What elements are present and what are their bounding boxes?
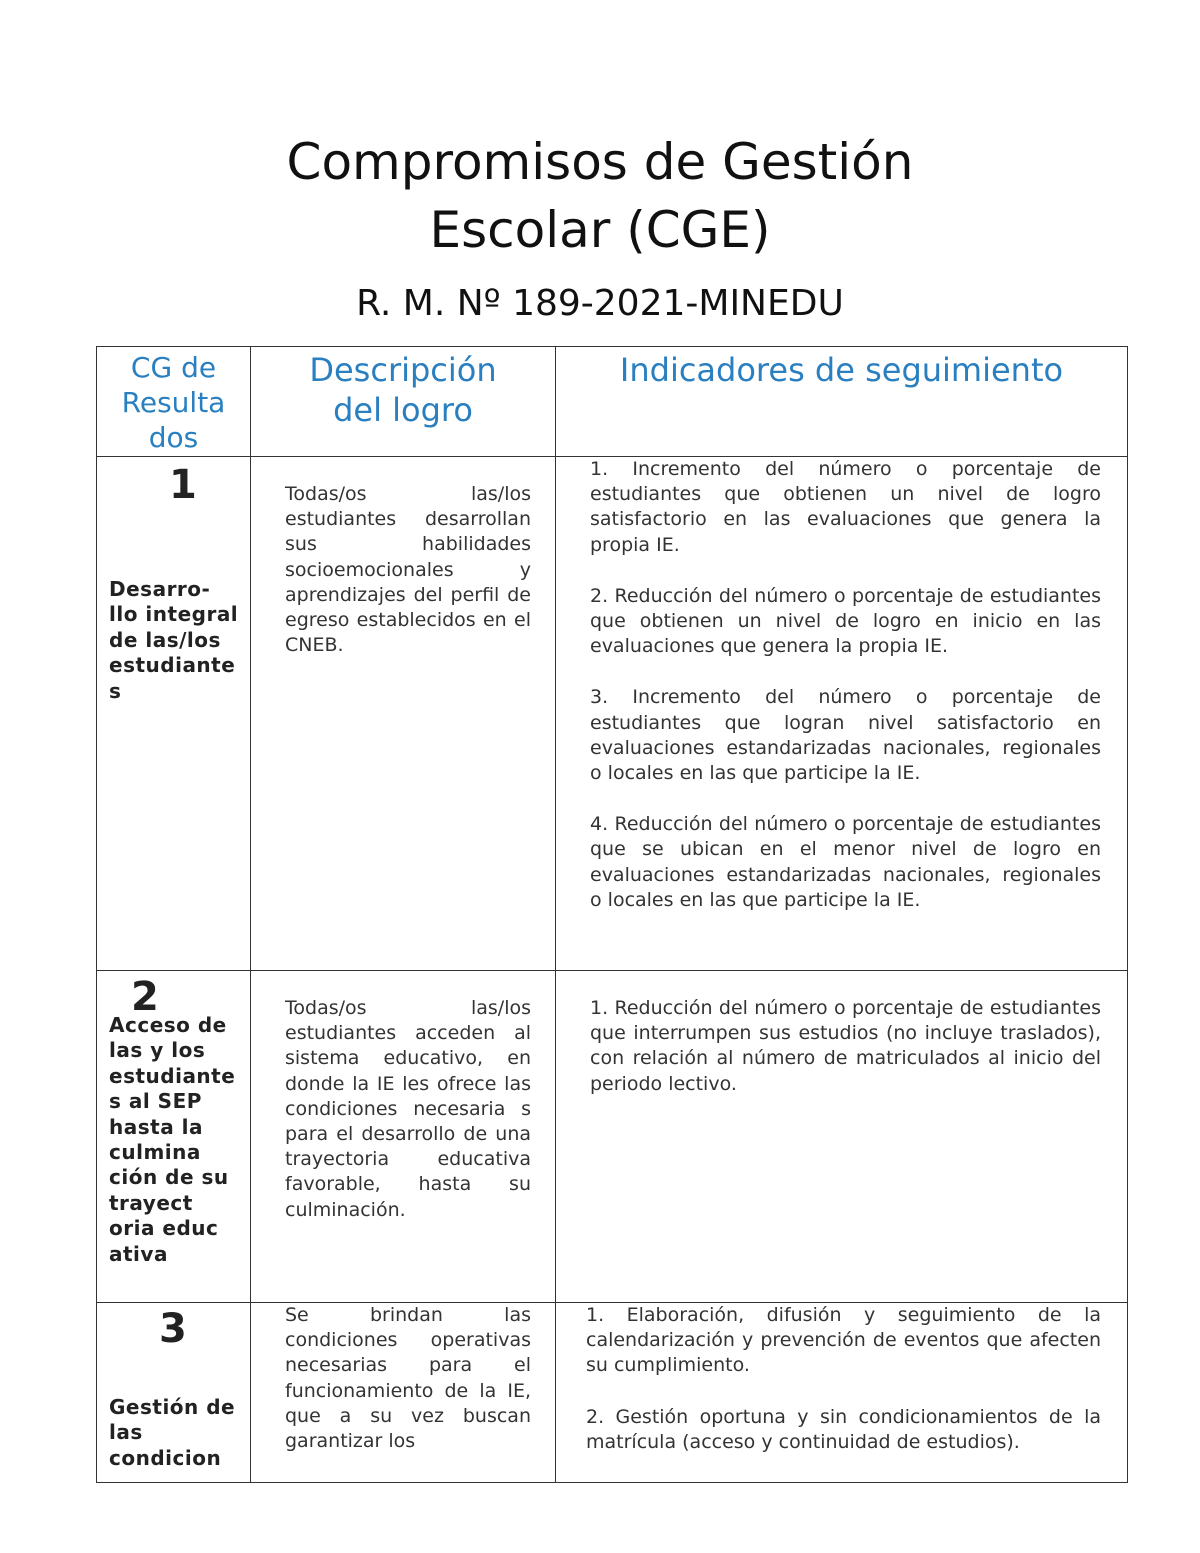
indicator-item: 1. Reducción del número o porcentaje de estudiantes que interrumpen sus estudios (no incluye traslados), con relación al número de matriculados al inicio del periodo lectivo. [590, 997, 1101, 1095]
cg-number: 3 [159, 1306, 187, 1352]
indicator-list [556, 996, 1127, 1097]
indicator-item: 4. Reducción del número o porcentaje de estudiantes que se ubican en el menor nivel de logro en evaluaciones estandarizadas nacionales, regionales o locales en las que participe la IE. [590, 813, 1101, 911]
table-row [97, 1303, 1128, 1483]
indicator-item: 3. Incremento del número o porcentaje de estudiantes que logran nivel satisfactorio en evaluaciones estandarizadas nacionales, regionales o locales en las que participe la IE. [590, 686, 1101, 785]
cg-cell [97, 1303, 251, 1483]
table-row [97, 971, 1128, 1303]
indicators-cell [556, 1303, 1128, 1483]
cg-name: Desarro- llo integral de las/los estudiante s [109, 577, 239, 703]
indicator-item: 2. Gestión oportuna y sin condicionamientos de la matrícula (acceso y continuidad de estudios). [586, 1405, 1101, 1453]
indicator-item: 1. Incremento del número o porcentaje de estudiantes que obtienen un nivel de logro satisfactorio en las evaluaciones que genera la propia IE. [590, 458, 1101, 556]
cg-name: Acceso de las y los estudiante s al SEP hasta la culmina ción de su trayect oria educ ativa [109, 1013, 236, 1266]
page-title [0, 128, 1200, 264]
title-line-1: Compromisos de Gestión [286, 133, 914, 191]
indicators-cell [556, 457, 1128, 971]
cg-name: Gestión de las condicion [109, 1395, 236, 1470]
table-row [97, 457, 1128, 971]
cg-cell [97, 457, 251, 971]
indicator-list [556, 457, 1127, 913]
description-cell [251, 457, 556, 971]
indicator-item: 1. Elaboración, difusión y seguimiento de la calendarización y prevención de eventos que afecten su cumplimiento. [586, 1304, 1101, 1377]
description-cell [251, 971, 556, 1303]
commitments-table [96, 346, 1128, 1483]
description-text: Se brindan las condiciones operativas necesarias para el funcionamiento de la IE, que a su vez buscan garantizar los [285, 1304, 531, 1453]
cg-cell [97, 971, 251, 1303]
indicator-item: 2. Reducción del número o porcentaje de estudiantes que obtienen un nivel de logro en inicio en las evaluaciones que genera la propia IE. [590, 584, 1101, 658]
description-cell [251, 1303, 556, 1483]
cg-number: 2 [131, 974, 159, 1020]
cg-number: 1 [169, 462, 197, 508]
description-text: Todas/os las/los estudiantes desarrollan sus habilidades socioemocionales y aprendizajes del perfil de egreso establecidos en el CNEB. [285, 483, 531, 657]
header-description: Descripción del logro [251, 347, 556, 457]
header-indicators: Indicadores de seguimiento [556, 347, 1128, 457]
description-text: Todas/os las/los estudiantes acceden al sistema educativo, en donde la IE les ofrece las condiciones necesaria s para el desarrollo de una trayectoria educativa favorable, hasta su culminación. [285, 997, 531, 1221]
resolution-number: R. M. Nº 189-2021-MINEDU [356, 283, 844, 324]
indicator-list [556, 1303, 1127, 1455]
title-line-2: Escolar (CGE) [429, 201, 771, 259]
header-cg-results: CG de Resulta dos [97, 347, 251, 457]
indicators-cell [556, 971, 1128, 1303]
table-header-row [97, 347, 1128, 457]
